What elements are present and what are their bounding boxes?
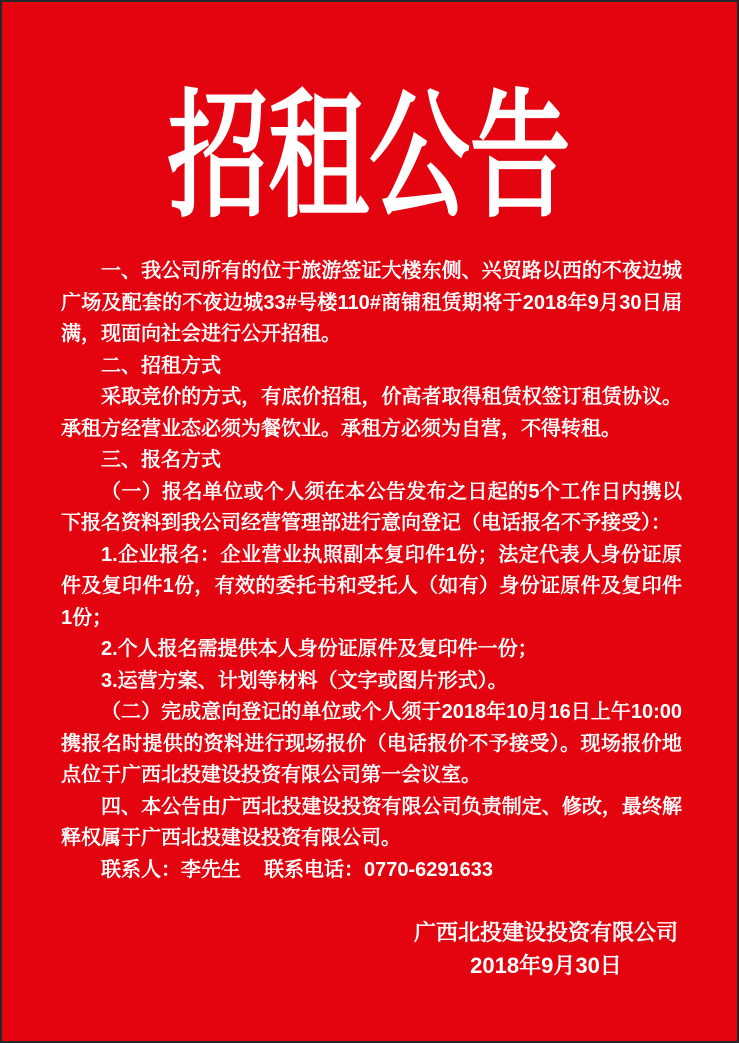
paragraph-item-2: 2.个人报名需提供本人身份证原件及复印件一份； — [101, 638, 538, 660]
announcement-body — [2, 256, 737, 886]
paragraph-rights: 四、本公告由广西北投建设投资有限公司负责制定、修改，最终解释权属于广西北投建设投资有限公司。 — [61, 795, 682, 849]
contact-person: 李先生 — [181, 858, 241, 881]
signature-company: 广西北投建设投资有限公司 — [413, 920, 678, 945]
paragraph-bidding: （二）完成意向登记的单位或个人须于2018年10月16日上午10:00携报名时提供的资料进行现场报价（电话报价不予接受）。现场报价地点位于广西北投建设投资有限公司第一会议室。 — [61, 701, 682, 786]
poster-title-text: 招租公告 — [168, 74, 571, 237]
contact-person-label: 联系人： — [101, 858, 181, 881]
contact-phone: 0770-6291633 — [364, 858, 494, 881]
paragraph-item-1: 1.企业报名：企业营业执照副本复印件1份；法定代表人身份证原件及复印件1份，有效的委托书和受托人（如有）身份证原件及复印件1份； — [61, 543, 682, 629]
signature-date: 2018年9月30日 — [470, 953, 622, 978]
section-heading-3: 三、报名方式 — [101, 449, 221, 471]
contact-phone-label: 联系电话： — [264, 858, 364, 881]
section-heading-2: 二、招租方式 — [101, 354, 221, 377]
signature-block — [414, 916, 678, 982]
paragraph-item-3: 3.运营方案、计划等材料（文字或图片形式）。 — [101, 669, 508, 692]
poster-title — [2, 74, 737, 237]
paragraph-intro: 一、我公司所有的位于旅游签证大楼东侧、兴贸路以西的不夜边城广场及配套的不夜边城33#号楼110#商铺租赁期将于2018年9月30日届满，现面向社会进行公开招租。 — [61, 260, 682, 345]
paragraph-register: （一）报名单位或个人须在本公告发布之日起的5个工作日内携以下报名资料到我公司经营管理部进行意向登记（电话报名不予接受）： — [61, 480, 682, 534]
contact-line — [61, 855, 682, 887]
paragraph-method: 采取竞价的方式，有底价招租，价高者取得租赁权签订租赁协议。承租方经营业态必须为餐饮业。承租方必须为自营，不得转租。 — [61, 386, 682, 440]
